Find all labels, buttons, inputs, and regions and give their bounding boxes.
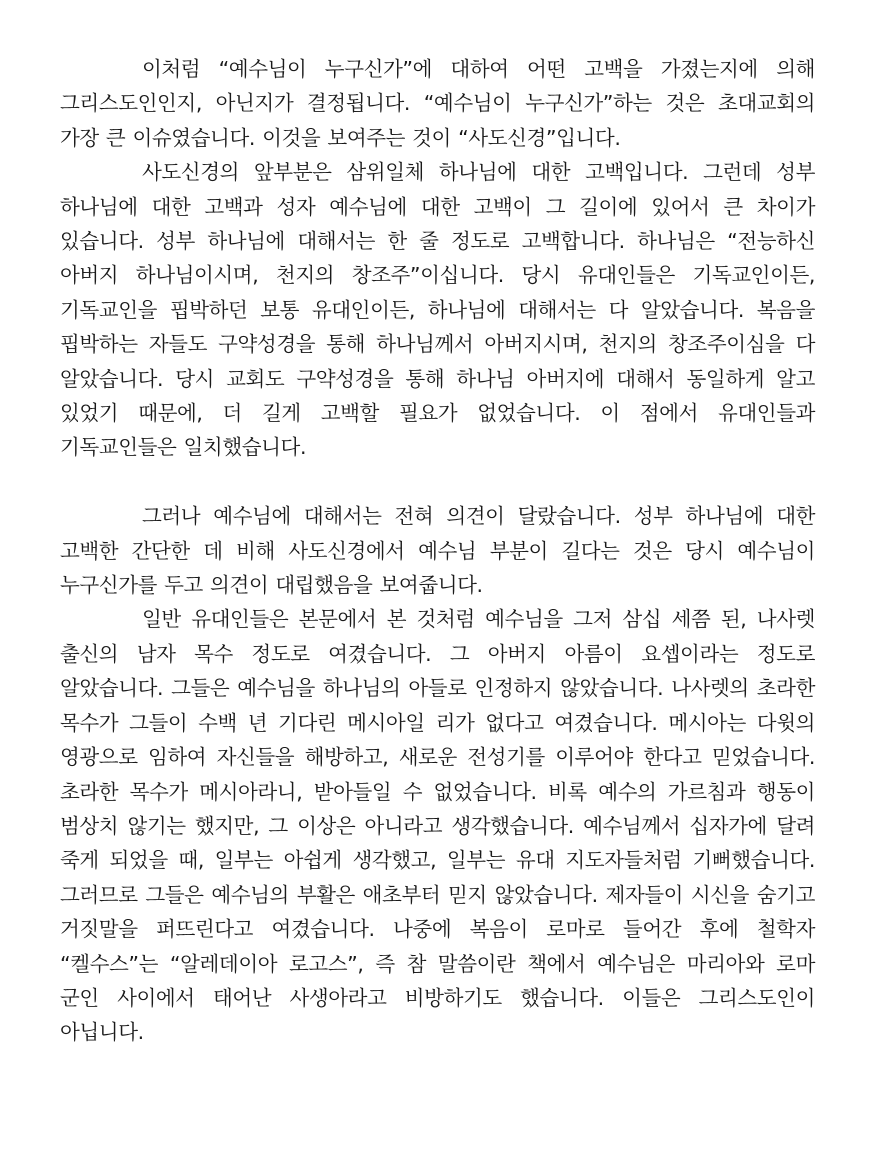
paragraph-spacer — [60, 465, 815, 499]
paragraph-3: 그러나 예수님에 대해서는 전혀 의견이 달랐습니다. 성부 하나님에 대한 고백한 간단한 데 비해 사도신경에서 예수님 부분이 길다는 것은 당시 예수님이 누구신가를 두고 의견이 대립했음을 보여줍니다. — [60, 504, 815, 598]
document-body — [60, 52, 815, 1050]
paragraph-2: 사도신경의 앞부분은 삼위일체 하나님에 대한 고백입니다. 그런데 성부 하나님에 대한 고백과 성자 예수님에 대한 고백이 그 길이에 있어서 큰 차이가 있습니다. 성부 하나님에 대해서는 한 줄 정도로 고백합니다. 하나님은 “전능하신 아버지 하나님이시며, 천지의 창조주”이십니다. 당시 유대인들은 기독교인이든, 기독교인을 핍박하던 보통 유대인이든, 하나님에 대해서는 다 알았습니다. 복음을 핍박하는 자들도 구약성경을 통해 하나님께서 아버지시며, 천지의 창조주이심을 다 알았습니다. 당시 교회도 구약성경을 통해 하나님 아버지에 대해서 동일하게 알고 있었기 때문에, 더 길게 고백할 필요가 없었습니다. 이 점에서 유대인들과 기독교인들은 일치했습니다. — [60, 160, 815, 460]
paragraph-1: 이처럼 “예수님이 누구신가”에 대하여 어떤 고백을 가졌는지에 의해 그리스도인인지, 아닌지가 결정됩니다. “예수님이 누구신가”하는 것은 초대교회의 가장 큰 이슈였습니다. 이것을 보여주는 것이 “사도신경”입니다. — [60, 57, 815, 150]
paragraph-4: 일반 유대인들은 본문에서 본 것처럼 예수님을 그저 삼십 세쯤 된, 나사렛 출신의 남자 목수 정도로 여겼습니다. 그 아버지 아름이 요셉이라는 정도로 알았습니다. 그들은 예수님을 하나님의 아들로 인정하지 않았습니다. 나사렛의 초라한 목수가 그들이 수백 년 기다린 메시아일 리가 없다고 여겼습니다. 메시아는 다윗의 영광으로 임하여 자신들을 해방하고, 새로운 전성기를 이루어야 한다고 믿었습니다. 초라한 목수가 메시아라니, 받아들일 수 없었습니다. 비록 예수의 가르침과 행동이 범상치 않기는 했지만, 그 이상은 아니라고 생각했습니다. 예수님께서 십자가에 달려 죽게 되었을 때, 일부는 아쉽게 생각했고, 일부는 유대 지도자들처럼 기뻐했습니다. 그러므로 그들은 예수님의 부활은 애초부터 믿지 않았습니다. 제자들이 시신을 숨기고 거짓말을 퍼뜨린다고 여겼습니다. 나중에 복음이 로마로 들어간 후에 철학자 “켈수스”는 “알레데이아 로고스”, 즉 참 말씀이란 책에서 예수님은 마리아와 로마 군인 사이에서 태어난 사생아라고 비방하기도 했습니다. 이들은 그리스도인이 아닙니다. — [60, 607, 815, 1045]
